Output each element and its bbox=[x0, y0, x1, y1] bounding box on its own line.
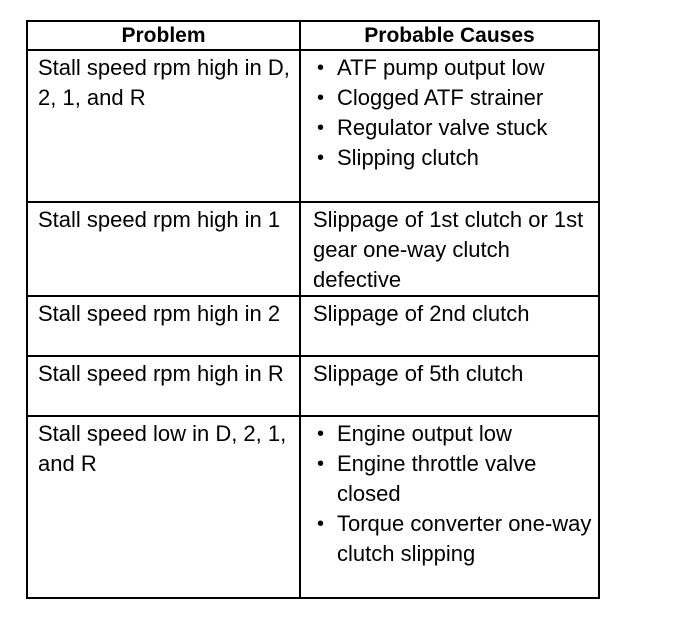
cause-text: Regulator valve stuck bbox=[337, 115, 548, 140]
cause-text: Slipping clutch bbox=[337, 145, 479, 170]
list-item bbox=[313, 509, 594, 569]
bullet-icon: • bbox=[317, 117, 325, 139]
bullet-icon: • bbox=[317, 453, 325, 475]
header-problem: Problem bbox=[27, 21, 300, 50]
causes-cell bbox=[300, 416, 599, 598]
bullet-icon: • bbox=[317, 147, 325, 169]
table-row bbox=[27, 296, 599, 356]
table-row bbox=[27, 202, 599, 296]
table-row bbox=[27, 416, 599, 598]
problem-cell: Stall speed rpm high in D, 2, 1, and R bbox=[27, 50, 300, 202]
troubleshooting-table-container bbox=[26, 20, 598, 599]
cause-text: Torque converter one-way clutch slipping bbox=[337, 511, 592, 566]
cause-text: ATF pump output low bbox=[337, 55, 545, 80]
list-item bbox=[313, 113, 594, 143]
bullet-icon: • bbox=[317, 87, 325, 109]
table-row bbox=[27, 356, 599, 416]
cause-text: Engine output low bbox=[337, 421, 512, 446]
bullet-icon: • bbox=[317, 513, 325, 535]
causes-cell: Slippage of 5th clutch bbox=[300, 356, 599, 416]
causes-list bbox=[313, 419, 594, 569]
table-row bbox=[27, 50, 599, 202]
cause-text: Engine throttle valve closed bbox=[337, 451, 537, 506]
list-item bbox=[313, 449, 594, 509]
list-item bbox=[313, 143, 594, 173]
causes-cell: Slippage of 2nd clutch bbox=[300, 296, 599, 356]
problem-cell: Stall speed rpm high in 2 bbox=[27, 296, 300, 356]
table-header-row bbox=[27, 21, 599, 50]
troubleshooting-table bbox=[26, 20, 600, 599]
bullet-icon: • bbox=[317, 57, 325, 79]
causes-list bbox=[313, 53, 594, 173]
problem-cell: Stall speed rpm high in R bbox=[27, 356, 300, 416]
problem-cell: Stall speed rpm high in 1 bbox=[27, 202, 300, 296]
problem-cell: Stall speed low in D, 2, 1, and R bbox=[27, 416, 300, 598]
list-item bbox=[313, 83, 594, 113]
cause-text: Clogged ATF strainer bbox=[337, 85, 544, 110]
causes-cell bbox=[300, 50, 599, 202]
causes-cell: Slippage of 1st clutch or 1st gear one-way clutch defective bbox=[300, 202, 599, 296]
list-item bbox=[313, 419, 594, 449]
bullet-icon: • bbox=[317, 423, 325, 445]
header-probable-causes: Probable Causes bbox=[300, 21, 599, 50]
list-item bbox=[313, 53, 594, 83]
